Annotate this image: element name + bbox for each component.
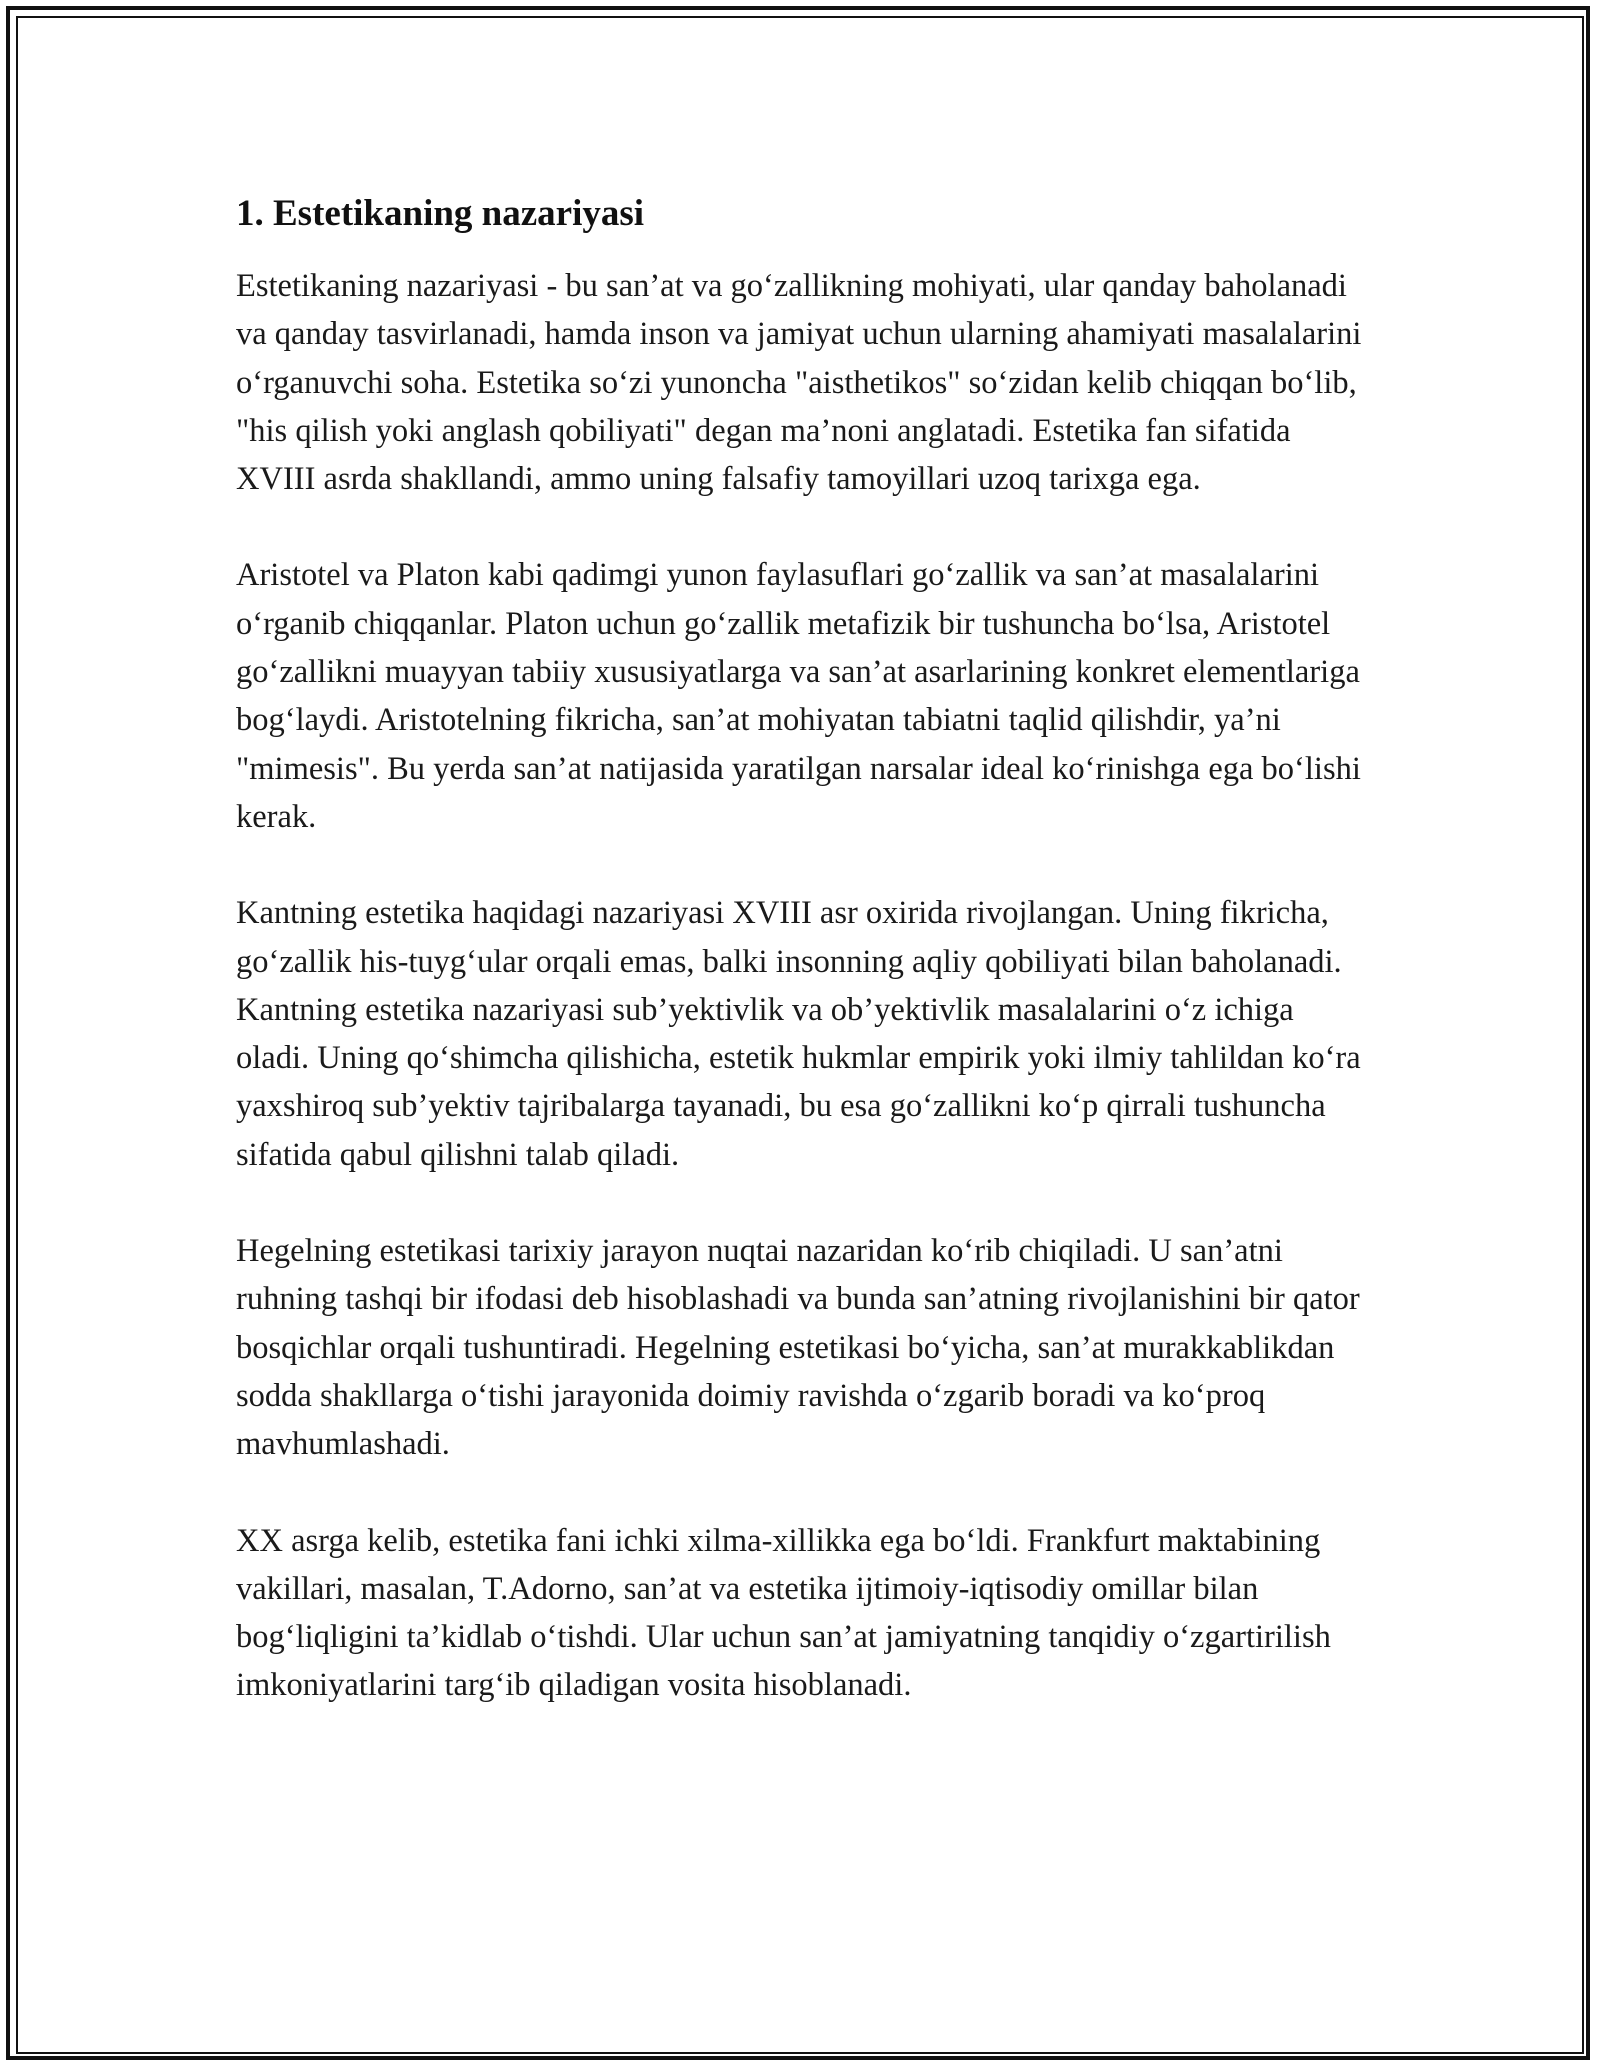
document-body [236,188,1368,1758]
paragraph-3: Kantning estetika haqidagi nazariyasi XVIII asr oxirida rivojlangan. Uning fikricha, go‘zallik his-tuyg‘ular orqali emas, balki insonning aqliy qobiliyati bilan baholanadi. Kantning estetika nazariyasi sub’yektivlik va ob’yektivlik masalalarini o‘z ichiga oladi. Uning qo‘shimcha qilishicha, estetik hukmlar empirik yoki ilmiy tahlildan ko‘ra yaxshiroq sub’yektiv tajribalarga tayanadi, bu esa go‘zallikni ko‘p qirrali tushuncha sifatida qabul qilishni talab qiladi. [236,895,1361,1173]
section-heading: 1. Estetikaning nazariyasi [236,193,645,234]
paragraph-1: Estetikaning nazariyasi - bu san’at va go‘zallikning mohiyati, ular qanday baholanadi va qanday tasvirlanadi, hamda inson va jamiyat uchun ularning ahamiyati masalalarini o‘rganuvchi soha. Estetika so‘zi yunoncha "aisthetikos" so‘zidan kelib chiqqan bo‘lib, "his qilish yoki anglash qobiliyati" degan ma’noni anglatadi. Estetika fan sifatida XVIII asrda shakllandi, ammo uning falsafiy tamoyillari uzoq tarixga ega. [236,268,1362,498]
paragraph-2: Aristotel va Platon kabi qadimgi yunon faylasuflari go‘zallik va san’at masalalarini o‘rganib chiqqanlar. Platon uchun go‘zallik metafizik bir tushuncha bo‘lsa, Aristotel go‘zallikni muayyan tabiiy xususiyatlarga va san’at asarlarining konkret elementlariga bog‘laydi. Aristotelning fikricha, san’at mohiyatan tabiatni taqlid qilishdir, ya’ni "mimesis". Bu yerda san’at natijasida yaratilgan narsalar ideal ko‘rinishga ega bo‘lishi kerak. [236,557,1361,835]
paragraph-5: XX asrga kelib, estetika fani ichki xilma-xillikka ega bo‘ldi. Frankfurt maktabining vakillari, masalan, T.Adorno, san’at va estetika ijtimoiy-iqtisodiy omillar bilan bog‘liqligini ta’kidlab o‘tishdi. Ular uchun san’at jamiyatning tanqidiy o‘zgartirilish imkoniyatlarini targ‘ib qiladigan vosita hisoblanadi. [236,1522,1331,1704]
paragraph-4: Hegelning estetikasi tarixiy jarayon nuqtai nazaridan ko‘rib chiqiladi. U san’atni ruhning tashqi bir ifodasi deb hisoblashadi va bunda san’atning rivojlanishini bir qator bosqichlar orqali tushuntiradi. Hegelning estetikasi bo‘yicha, san’at murakkablikdan sodda shakllarga o‘tishi jarayonida doimiy ravishda o‘zgarib boradi va ko‘proq mavhumlashadi. [236,1233,1360,1463]
